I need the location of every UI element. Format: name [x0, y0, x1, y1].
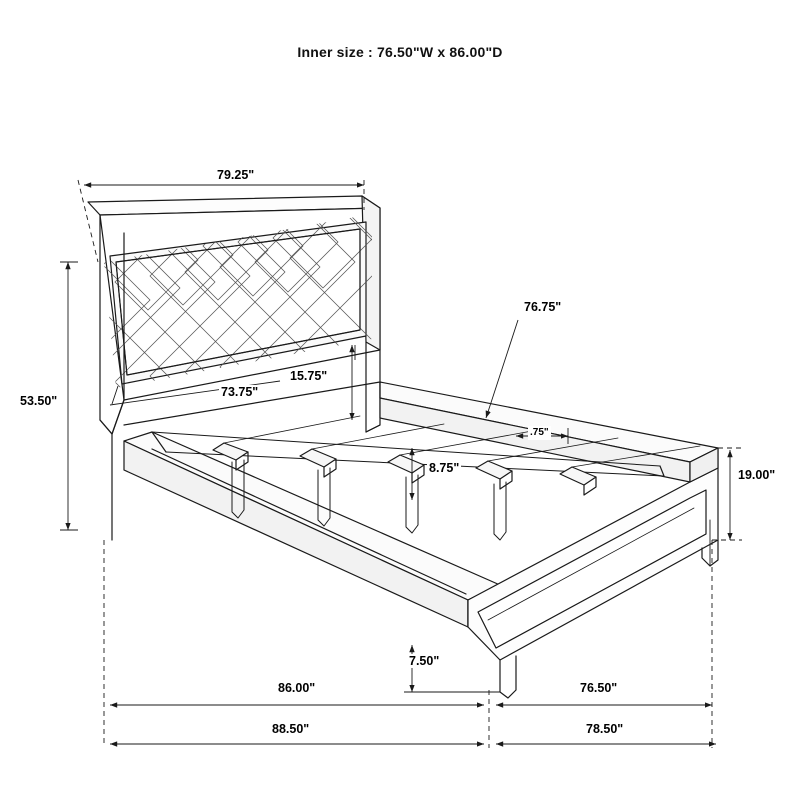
dimension-label-footboard-height: 19.00"	[738, 468, 776, 482]
dimension-label-overall-height: 53.50"	[20, 394, 58, 408]
dimension-label-overall-length: 88.50"	[272, 722, 310, 736]
page-title: Inner size : 76.50"W x 86.00"D	[297, 44, 503, 60]
dimension-label-panel-width: 73.75"	[221, 385, 259, 399]
dimension-label-rail-thickness: .75"	[530, 427, 549, 438]
dimension-label-slat-clearance: 8.75"	[429, 461, 460, 475]
dimension-label-side-rail: 76.75"	[524, 300, 562, 314]
dimension-label-inner-width: 76.50"	[580, 681, 618, 695]
dimension-label-inner-length: 86.00"	[278, 681, 316, 695]
dimension-label-headboard-width: 79.25"	[217, 168, 255, 182]
dimension-label-footboard-leg: 7.50"	[409, 654, 440, 668]
dimension-label-overall-width: 78.50"	[586, 722, 624, 736]
dimension-label-headboard-leg: 15.75"	[290, 369, 328, 383]
